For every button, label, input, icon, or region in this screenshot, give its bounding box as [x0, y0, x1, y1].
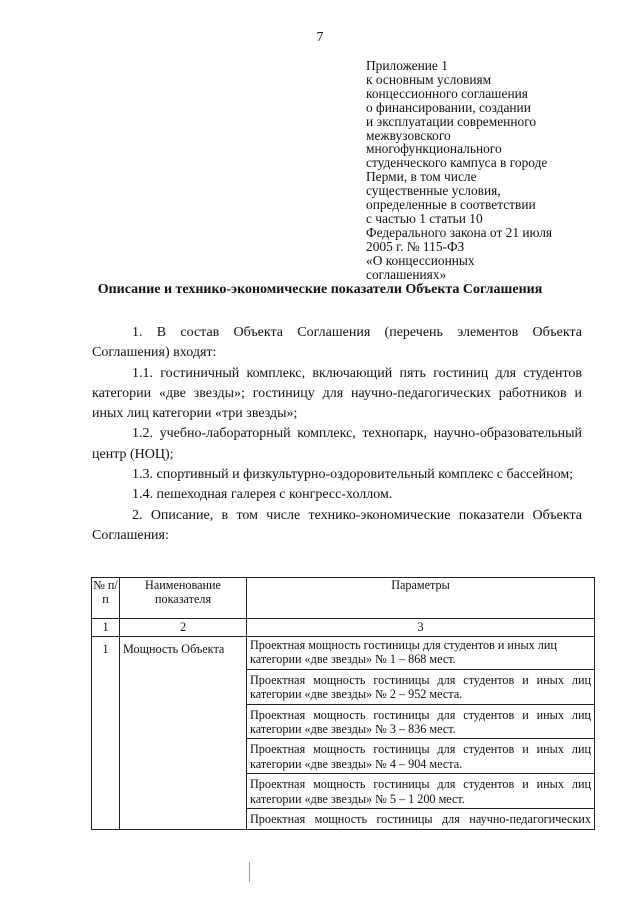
appendix-line: к основным условиям [366, 71, 492, 87]
indicator-name: Мощность Объекта [123, 642, 225, 656]
column-number-row [92, 619, 595, 637]
paragraph-1-4: 1.4. пешеходная галерея с конгресс-холлом. [132, 487, 393, 503]
parameter-item: Проектная мощность гостиницы для студентов и иных лиц категории «две звезды» № 3 – 836 мест. [247, 705, 594, 740]
appendix-line: соглашениях» [366, 266, 447, 282]
appendix-line: многофункционального [366, 141, 502, 157]
parameters-cell [247, 637, 595, 830]
parameter-item: Проектная мощность гостиницы для студентов и иных лиц категории «две звезды» № 2 – 952 места. [247, 670, 594, 705]
header-name: Наименование показателя [120, 578, 247, 619]
paragraph-1-1: 1.1. гостиничный комплекс, включающий пять гостиниц для студентов категории «две звезды»; гостиницу для научно-педагогических работников и иных лиц категории «три звезды»; [92, 365, 582, 422]
parameter-item: Проектная мощность гостиницы для студентов и иных лиц категории «две звезды» № 1 – 868 мест. [247, 637, 594, 670]
column-number: 1 [92, 619, 120, 637]
appendix-line: с частью 1 статьи 10 [366, 210, 483, 226]
appendix-heading [366, 59, 616, 282]
appendix-line: Перми, в том числе [366, 169, 477, 185]
header-num: № п/п [92, 578, 120, 619]
table-header-row [92, 578, 595, 619]
appendix-line: Приложение 1 [366, 58, 448, 73]
indicator-name-cell [120, 637, 247, 830]
column-number: 3 [247, 619, 595, 637]
parameter-item: Проектная мощность гостиницы для студентов и иных лиц категории «две звезды» № 5 – 1 200 мест. [247, 774, 594, 809]
appendix-line: межвузовского [366, 127, 451, 143]
appendix-line: Федерального закона от 21 июля [366, 224, 553, 240]
appendix-line: определенные в соответствии [366, 197, 536, 213]
appendix-line: 2005 г. № 115-ФЗ [366, 238, 465, 254]
paragraph-1-3: 1.3. спортивный и физкультурно-оздоровительный комплекс с бассейном; [132, 467, 574, 483]
parameter-item: Проектная мощность гостиницы для научно-педагогических [250, 812, 591, 827]
appendix-line: «О концессионных [366, 252, 475, 268]
page-number: 7 [316, 30, 324, 45]
parameters-table [91, 577, 595, 830]
scan-mark [249, 862, 250, 882]
appendix-line: о финансировании, создании [366, 99, 531, 115]
row-number-cell [92, 637, 120, 830]
paragraph-2: 2. Описание, в том числе технико-экономические показатели Объекта Соглашения: [92, 507, 582, 543]
paragraph-1-2: 1.2. учебно-лабораторный комплекс, технопарк, научно-образовательный центр (НОЦ); [92, 426, 582, 462]
document-title: Описание и технико-экономические показатели Объекта Соглашения [97, 282, 543, 297]
row-number: 1 [102, 642, 109, 656]
header-params: Параметры [247, 578, 595, 619]
appendix-line: концессионного соглашения [366, 85, 528, 101]
table-row [92, 637, 595, 830]
column-number: 2 [120, 619, 247, 637]
appendix-line: студенческого кампуса в городе [366, 155, 548, 171]
parameter-item: Проектная мощность гостиницы для студентов и иных лиц категории «две звезды» № 4 – 904 места. [247, 739, 594, 774]
appendix-line: и эксплуатации современного [366, 113, 537, 129]
paragraph-1: 1. В состав Объекта Соглашения (перечень элементов Объекта Соглашения) входят: [92, 325, 582, 361]
body-text [92, 323, 582, 546]
appendix-line: существенные условия, [366, 183, 501, 199]
